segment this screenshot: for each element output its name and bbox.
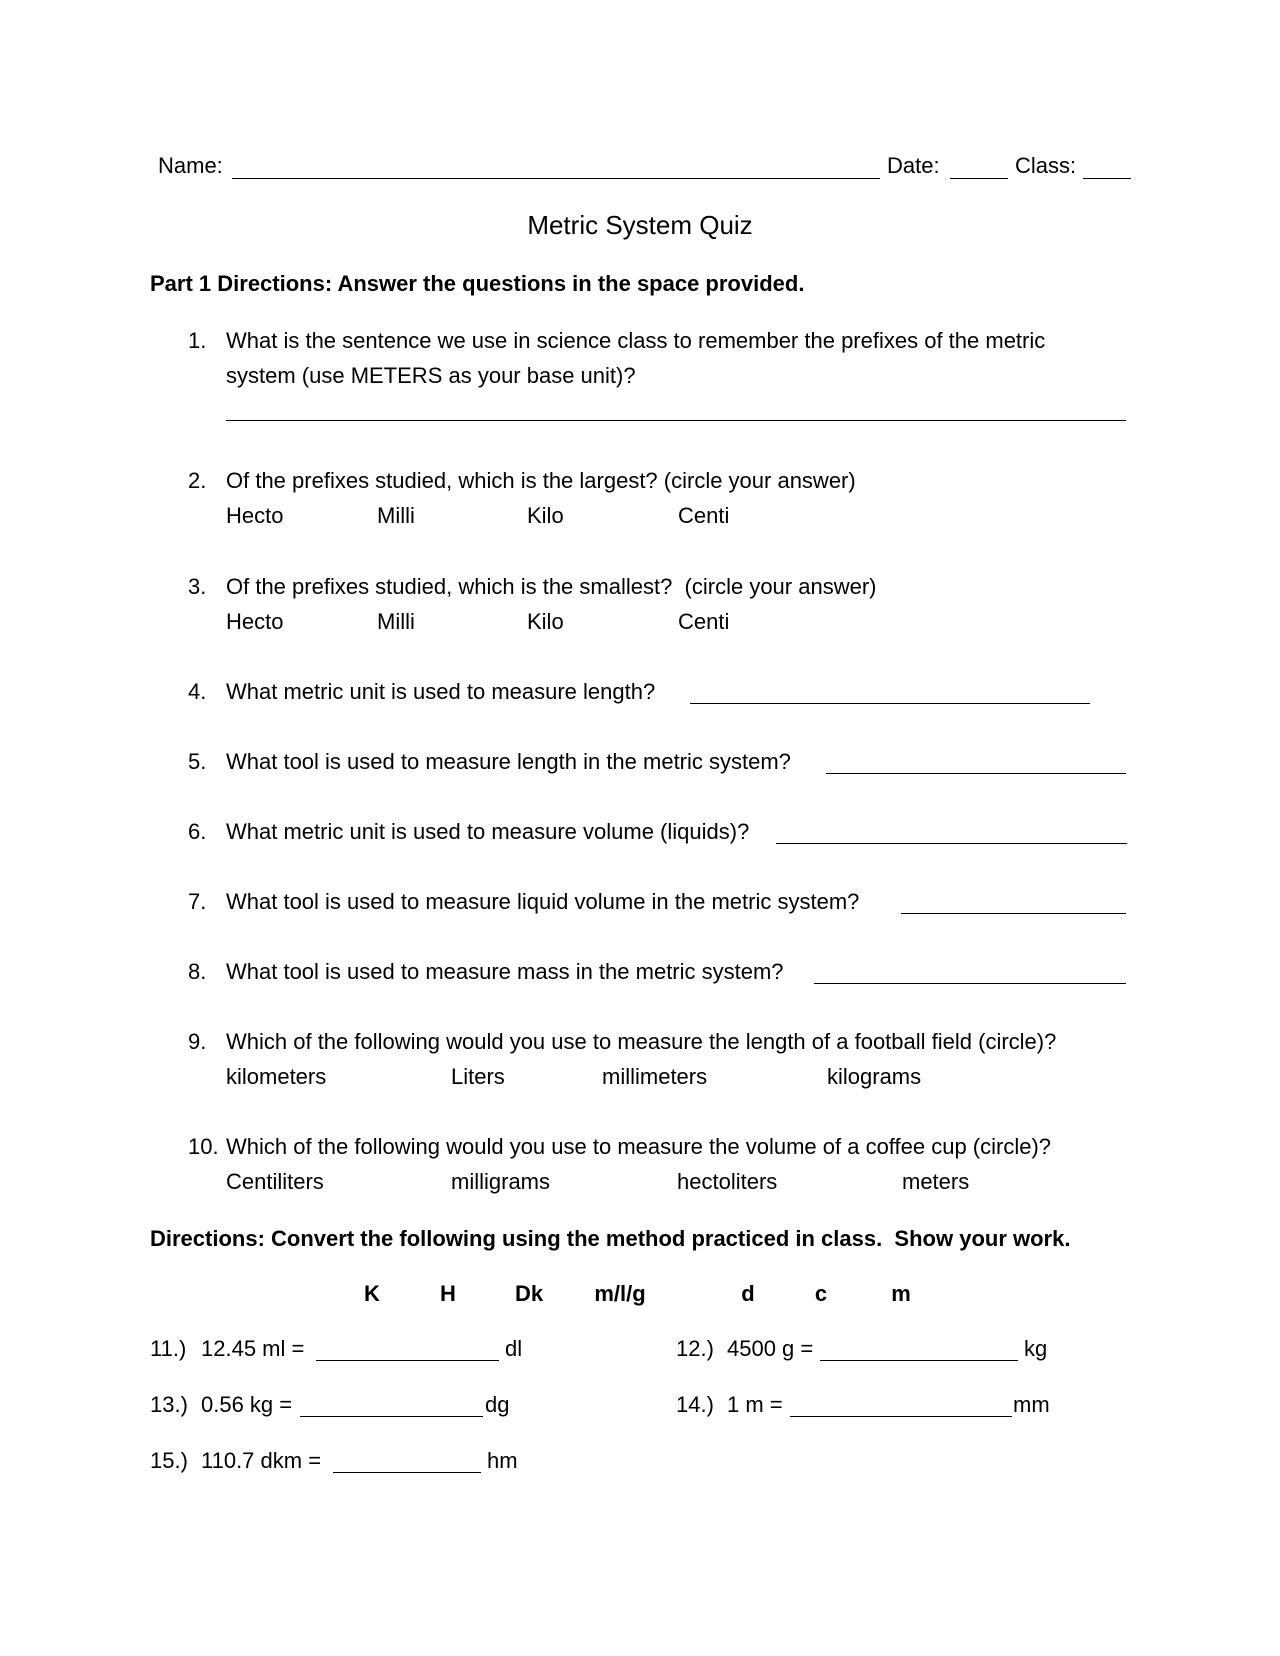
name-field[interactable] [232, 158, 880, 179]
answer-field-q8[interactable] [814, 963, 1126, 984]
conversion-given: 0.56 kg = [201, 1392, 293, 1417]
answer-option[interactable]: Centi [678, 503, 730, 528]
answer-field-q5[interactable] [826, 753, 1126, 774]
answer-option[interactable]: kilometers [226, 1064, 327, 1089]
answer-field-q14[interactable] [790, 1396, 1012, 1417]
answer-field-q15[interactable] [333, 1452, 481, 1473]
prefix-label: Dk [514, 1281, 544, 1306]
conversion-unit: kg [1024, 1336, 1048, 1361]
class-field[interactable] [1083, 158, 1131, 179]
conversion-number: 15.) [150, 1448, 188, 1473]
answer-field-q13[interactable] [300, 1396, 483, 1417]
conversion-given: 12.45 ml = [201, 1336, 305, 1361]
conversion-unit: dl [505, 1336, 523, 1361]
question-text: Which of the following would you use to measure the length of a football field (circle)? [226, 1029, 1057, 1054]
date-label: Date: [887, 153, 940, 178]
question-number: 5. [188, 749, 207, 774]
question-number: 1. [188, 328, 207, 353]
answer-option[interactable]: Milli [377, 503, 415, 528]
answer-field-q1[interactable] [226, 400, 1126, 421]
answer-option[interactable]: Centiliters [226, 1169, 324, 1194]
answer-option[interactable]: Kilo [527, 609, 564, 634]
conversion-number: 14.) [676, 1392, 714, 1417]
question-text: What metric unit is used to measure length? [226, 679, 656, 704]
answer-option[interactable]: kilograms [827, 1064, 922, 1089]
question-number: 6. [188, 819, 207, 844]
answer-option[interactable]: meters [902, 1169, 970, 1194]
conversion-given: 1 m = [727, 1392, 783, 1417]
date-field[interactable] [950, 158, 1008, 179]
page-title: Metric System Quiz [527, 210, 753, 240]
conversion-unit: hm [487, 1448, 518, 1473]
prefix-label: K [364, 1281, 380, 1306]
answer-option[interactable]: Centi [678, 609, 730, 634]
answer-field-q4[interactable] [690, 683, 1090, 704]
question-text: Which of the following would you use to measure the volume of a coffee cup (circle)? [226, 1134, 1052, 1159]
answer-option[interactable]: Hecto [226, 503, 284, 528]
conversion-unit: dg [485, 1392, 510, 1417]
answer-option[interactable]: millimeters [602, 1064, 708, 1089]
question-number: 4. [188, 679, 207, 704]
question-number: 8. [188, 959, 207, 984]
question-number: 9. [188, 1029, 207, 1054]
question-text: system (use METERS as your base unit)? [226, 363, 636, 388]
question-text: Of the prefixes studied, which is the smallest? (circle your answer) [226, 574, 877, 599]
prefix-label: c [814, 1281, 828, 1306]
conversion-given: 110.7 dkm = [201, 1448, 322, 1473]
prefix-label: m [891, 1281, 911, 1306]
class-label: Class: [1015, 153, 1077, 178]
question-text: What tool is used to measure liquid volume in the metric system? [226, 889, 860, 914]
question-text: What metric unit is used to measure volume (liquids)? [226, 819, 750, 844]
answer-option[interactable]: Hecto [226, 609, 284, 634]
answer-field-q12[interactable] [820, 1340, 1018, 1361]
answer-option[interactable]: Milli [377, 609, 415, 634]
question-text: What tool is used to measure length in the metric system? [226, 749, 791, 774]
question-text: What tool is used to measure mass in the metric system? [226, 959, 784, 984]
conversion-given: 4500 g = [727, 1336, 814, 1361]
conversion-number: 13.) [150, 1392, 188, 1417]
question-number: 3. [188, 574, 207, 599]
question-number: 2. [188, 468, 207, 493]
prefix-label: H [440, 1281, 456, 1306]
conversion-unit: mm [1013, 1392, 1050, 1417]
answer-option[interactable]: milligrams [451, 1169, 550, 1194]
conversion-number: 12.) [676, 1336, 714, 1361]
conversion-number: 11.) [150, 1336, 187, 1361]
answer-field-q11[interactable] [316, 1340, 499, 1361]
question-text: What is the sentence we use in science class to remember the prefixes of the metric [226, 328, 1046, 353]
question-text: Of the prefixes studied, which is the largest? (circle your answer) [226, 468, 856, 493]
answer-option[interactable]: Kilo [527, 503, 564, 528]
answer-field-q7[interactable] [901, 893, 1126, 914]
name-label: Name: [158, 153, 223, 178]
prefix-label: d [741, 1281, 755, 1306]
question-number: 10. [188, 1134, 219, 1159]
part1-directions: Part 1 Directions: Answer the questions in the space provided. [150, 271, 805, 296]
question-number: 7. [188, 889, 207, 914]
part2-directions: Directions: Convert the following using the method practiced in class. Show your work. [150, 1226, 1071, 1251]
answer-option[interactable]: Liters [451, 1064, 505, 1089]
answer-option[interactable]: hectoliters [677, 1169, 778, 1194]
answer-field-q6[interactable] [776, 823, 1127, 844]
prefix-label: m/l/g [594, 1281, 646, 1306]
